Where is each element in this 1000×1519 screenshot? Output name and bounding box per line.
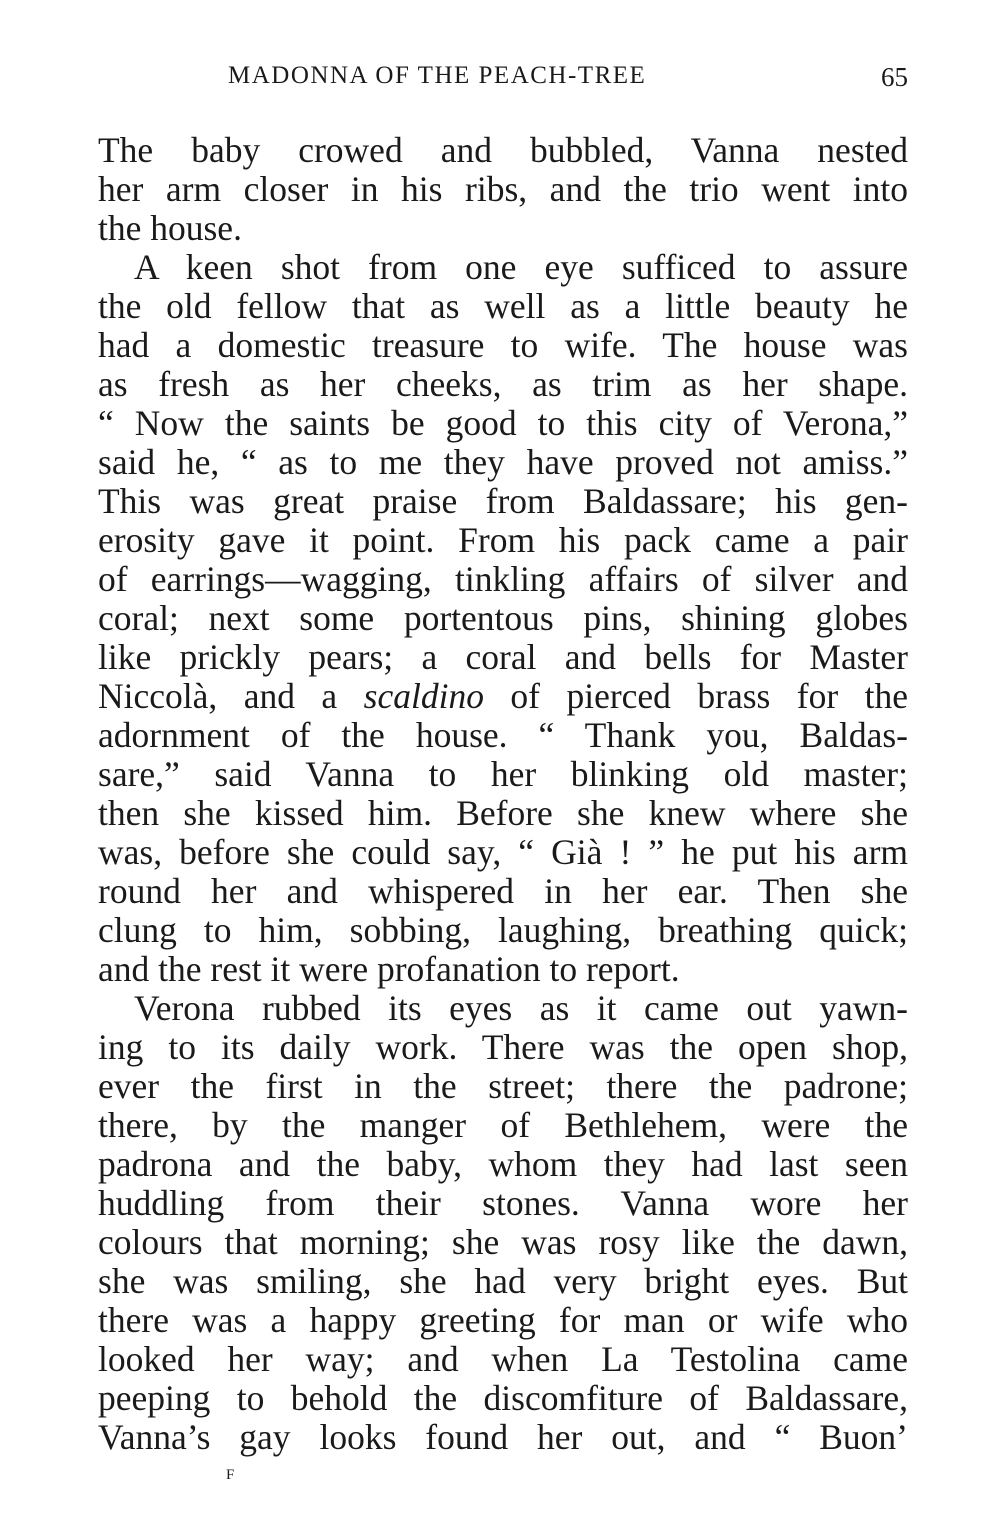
text-line: of earrings—wagging, tinkling affairs of silver and: [98, 559, 908, 599]
text-line: the old fellow that as well as a little beauty he: [98, 286, 908, 326]
text-line: This was great praise from Baldassare; his gen-: [98, 481, 908, 521]
text-line: sare,” said Vanna to her blinking old master;: [98, 754, 908, 794]
text-line: ing to its daily work. There was the open shop,: [98, 1027, 908, 1067]
text-line: she was smiling, she had very bright eyes. But: [98, 1261, 908, 1301]
text-line: was, before she could say, “ Già ! ” he put his arm: [98, 832, 908, 872]
text-line: had a domestic treasure to wife. The house was: [98, 325, 908, 365]
text-line: colours that morning; she was rosy like the dawn,: [98, 1222, 908, 1262]
text-line: said he, “ as to me they have proved not amiss.”: [98, 442, 908, 482]
page-number: 65: [881, 62, 908, 92]
text-line: her arm closer in his ribs, and the trio went into: [98, 169, 908, 209]
text-segment: of pierced brass for the: [483, 676, 909, 716]
text-line: then she kissed him. Before she knew where she: [98, 793, 908, 833]
running-head: [228, 62, 908, 98]
text-line: huddling from their stones. Vanna wore her: [98, 1183, 908, 1223]
body-text: [98, 131, 908, 1457]
text-line: “ Now the saints be good to this city of Verona,”: [98, 403, 908, 443]
text-line: Vanna’s gay looks found her out, and “ Buon’: [98, 1417, 908, 1457]
text-line: round her and whispered in her ear. Then she: [98, 871, 908, 911]
text-line: erosity gave it point. From his pack came a pair: [98, 520, 908, 560]
text-line: padrona and the baby, whom they had last seen: [98, 1144, 908, 1184]
text-line: clung to him, sobbing, laughing, breathing quick;: [98, 910, 908, 950]
text-segment: Niccolà, and a: [98, 676, 364, 716]
text-line: peeping to behold the discomfiture of Baldassare,: [98, 1378, 908, 1418]
text-line-with-italic: [98, 677, 908, 716]
text-line: there, by the manger of Bethlehem, were the: [98, 1105, 908, 1145]
text-line: ever the first in the street; there the padrone;: [98, 1066, 908, 1106]
text-line: looked her way; and when La Testolina came: [98, 1339, 908, 1379]
text-line: Verona rubbed its eyes as it came out yawn-: [134, 988, 908, 1028]
italic-word: scaldino: [363, 676, 484, 716]
text-line: The baby crowed and bubbled, Vanna nested: [98, 130, 908, 170]
text-line: adornment of the house. “ Thank you, Baldas-: [98, 715, 908, 755]
text-line: like prickly pears; a coral and bells for Master: [98, 637, 908, 677]
signature-mark: F: [226, 1467, 236, 1483]
text-line: the house.: [98, 208, 242, 248]
text-line: and the rest it were profanation to report.: [98, 949, 680, 989]
text-line: there was a happy greeting for man or wife who: [98, 1300, 908, 1340]
running-title: MADONNA OF THE PEACH-TREE: [228, 62, 647, 89]
text-line: as fresh as her cheeks, as trim as her shape.: [98, 364, 908, 404]
text-line: coral; next some portentous pins, shining globes: [98, 598, 908, 638]
text-line: A keen shot from one eye sufficed to assure: [134, 247, 908, 287]
